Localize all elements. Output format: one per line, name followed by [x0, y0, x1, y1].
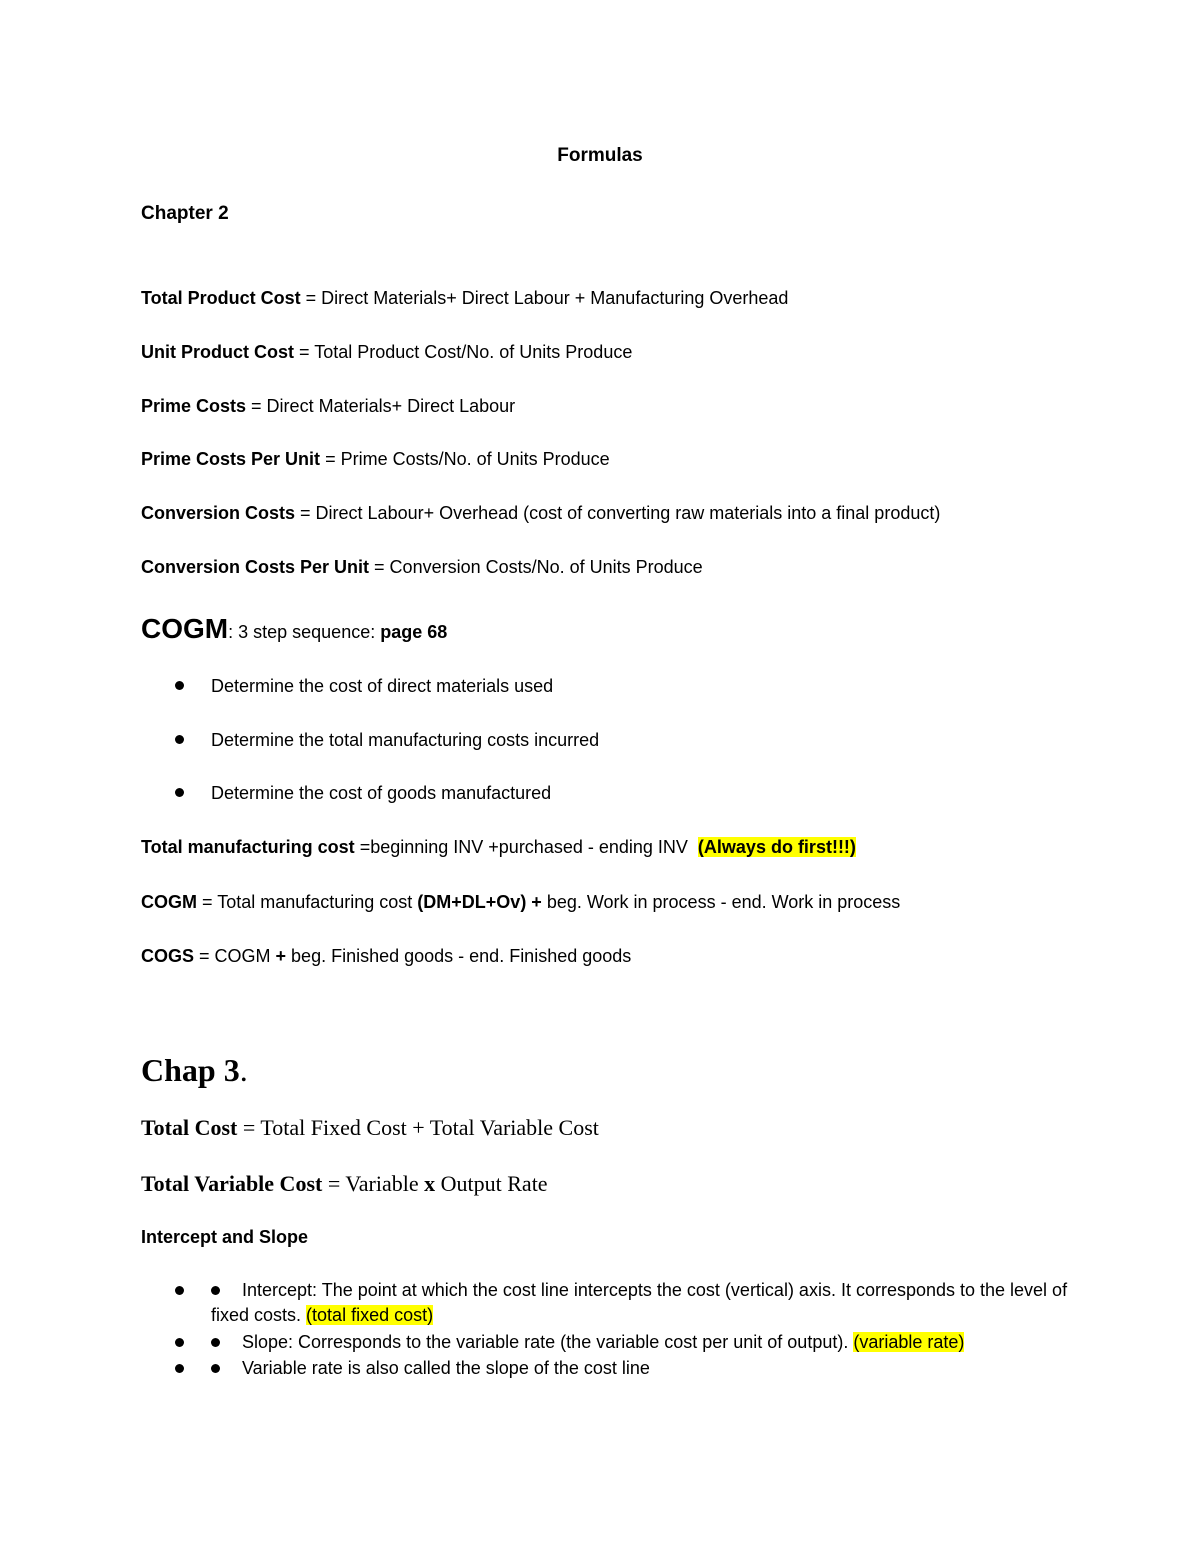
formula-text: = Conversion Costs/No. of Units Produce: [369, 557, 703, 577]
chapter-3-title: Chap 3: [141, 1052, 240, 1088]
formula-term: Conversion Costs Per Unit: [141, 557, 370, 577]
chapter-3-heading: [141, 1050, 248, 1090]
page-title: Formulas: [557, 145, 643, 166]
formula-term: Unit Product Cost: [141, 342, 294, 362]
formula-text: = Total manufacturing cost: [197, 892, 418, 912]
formula-text: = Total Fixed Cost + Total Variable Cost: [237, 1115, 599, 1140]
bullet-icon: [175, 1338, 184, 1347]
formula-text: beg. Work in process - end. Work in process: [541, 892, 901, 912]
formula-bold-part: +: [275, 946, 287, 966]
bullet-icon: [175, 1286, 184, 1295]
highlighted-note: (variable rate): [853, 1332, 965, 1352]
item-text: Intercept: The point at which the cost line intercepts the cost (vertical) axis. It corresponds to the level of fixed costs.: [211, 1280, 1068, 1325]
formula-term: Total Product Cost: [141, 288, 301, 308]
formula-total-product-cost: [141, 287, 788, 309]
formula-conversion-costs: [141, 502, 940, 524]
variable-rate-item: [211, 1356, 1071, 1381]
item-text: Variable rate is also called the slope of the cost line: [242, 1358, 650, 1378]
formula-total-manufacturing-cost: [141, 836, 856, 858]
formula-conversion-costs-per-unit: [141, 556, 703, 578]
intercept-slope-heading: Intercept and Slope: [141, 1227, 309, 1247]
bullet-icon: [175, 1364, 184, 1373]
highlighted-note: (Always do first!!!): [697, 837, 856, 857]
formula-term: Total Cost: [141, 1115, 238, 1140]
bullet-icon: [175, 788, 184, 797]
formula-term: Prime Costs: [141, 396, 247, 416]
formula-text: = Direct Materials+ Direct Labour + Manufacturing Overhead: [300, 288, 789, 308]
cogm-heading: [141, 612, 447, 646]
formula-term: Total Variable Cost: [141, 1171, 323, 1196]
formula-text: = COGM: [194, 946, 276, 966]
slope-item: [211, 1330, 1071, 1355]
bullet-icon: [175, 735, 184, 744]
multiply-symbol: x: [424, 1171, 436, 1196]
formula-term: Prime Costs Per Unit: [141, 449, 321, 469]
cogm-step: Determine the total manufacturing costs incurred: [211, 730, 600, 750]
formula-term: COGM: [141, 892, 197, 912]
formula-prime-costs: [141, 395, 515, 417]
cogm-step: Determine the cost of goods manufactured: [211, 783, 552, 803]
formula-text: = Prime Costs/No. of Units Produce: [320, 449, 610, 469]
cogm-heading-text: : 3 step sequence:: [228, 622, 381, 642]
formula-text: = Direct Materials+ Direct Labour: [246, 396, 516, 416]
intercept-item: [211, 1278, 1071, 1328]
formula-cogs: [141, 945, 631, 967]
formula-text: = Direct Labour+ Overhead (cost of converting raw materials into a final product): [295, 503, 941, 523]
formula-text: = Variable: [322, 1171, 425, 1196]
formula-text: Output Rate: [435, 1171, 548, 1196]
formula-bold-part: (DM+DL+Ov) +: [417, 892, 542, 912]
formula-prime-costs-per-unit: [141, 448, 610, 470]
cogm-heading-term: COGM: [141, 613, 229, 644]
formula-term: COGS: [141, 946, 195, 966]
item-text: Slope: Corresponds to the variable rate (the variable cost per unit of output).: [242, 1332, 854, 1352]
formula-cogm: [141, 891, 900, 913]
highlighted-note: (total fixed cost): [306, 1305, 434, 1325]
cogm-step: Determine the cost of direct materials used: [211, 676, 554, 696]
formula-text: =beginning INV +purchased - ending INV: [354, 837, 698, 857]
chapter-2-heading: Chapter 2: [141, 203, 229, 224]
formula-term: Total manufacturing cost: [141, 837, 355, 857]
cogm-page-ref: page 68: [380, 622, 448, 642]
formula-term: Conversion Costs: [141, 503, 296, 523]
formula-total-cost: [141, 1115, 599, 1141]
formula-text: beg. Finished goods - end. Finished goods: [286, 946, 632, 966]
formula-unit-product-cost: [141, 341, 632, 363]
bullet-icon: [175, 681, 184, 690]
formula-text: = Total Product Cost/No. of Units Produce: [294, 342, 633, 362]
formula-total-variable-cost: [141, 1171, 548, 1197]
chapter-3-dot: .: [239, 1052, 248, 1088]
